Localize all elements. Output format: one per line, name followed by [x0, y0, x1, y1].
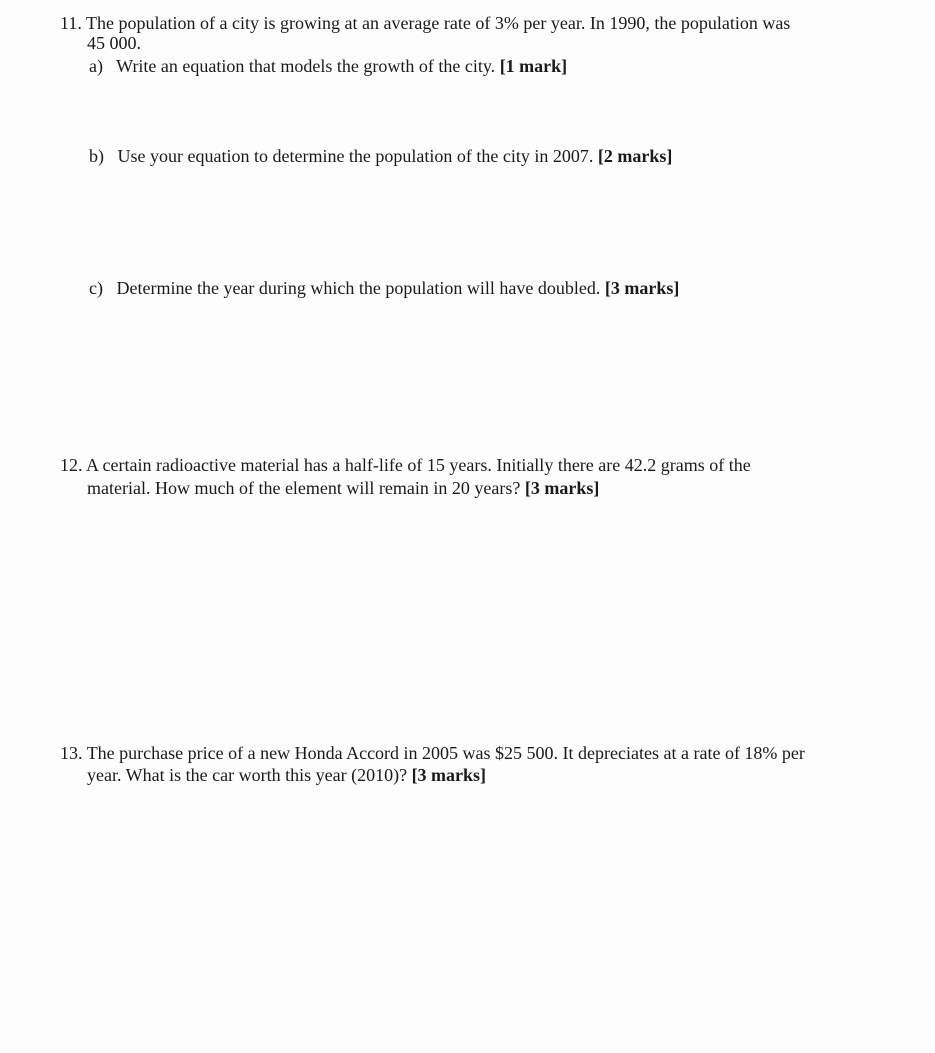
question-12-line-1 [60, 455, 751, 475]
question-13-line-1 [60, 743, 805, 763]
question-text: material. How much of the element will remain in 20 years? [87, 478, 521, 498]
part-label: b) [89, 146, 104, 166]
question-11-line-2 [87, 33, 141, 53]
part-label: a) [89, 56, 103, 76]
question-11-line-1 [60, 13, 790, 33]
question-11a [89, 56, 567, 76]
question-text: A certain radioactive material has a half-life of 15 years. Initially there are 42.2 grams of the [86, 455, 751, 475]
question-number: 12. [60, 455, 83, 475]
question-11b [89, 146, 672, 166]
question-12-line-2 [87, 478, 599, 498]
marks-badge: [3 marks] [411, 765, 487, 785]
question-text: 45 000. [87, 33, 141, 53]
marks-badge: [1 mark] [499, 56, 568, 76]
part-text: Write an equation that models the growth of the city. [116, 56, 496, 76]
question-number: 13. [60, 743, 83, 763]
question-text: The population of a city is growing at an average rate of 3% per year. In 1990, the population was [86, 13, 791, 33]
part-label: c) [89, 278, 103, 298]
marks-badge: [2 marks] [597, 146, 673, 166]
marks-badge: [3 marks] [604, 278, 680, 298]
question-text: year. What is the car worth this year (2010)? [87, 765, 408, 785]
question-11c [89, 278, 679, 298]
question-13-line-2 [87, 765, 486, 785]
question-number: 11. [60, 13, 82, 33]
question-text: The purchase price of a new Honda Accord in 2005 was $25 500. It depreciates at a rate of 18% per [86, 743, 805, 763]
marks-badge: [3 marks] [524, 478, 600, 498]
part-text: Determine the year during which the population will have doubled. [116, 278, 601, 298]
part-text: Use your equation to determine the population of the city in 2007. [117, 146, 594, 166]
